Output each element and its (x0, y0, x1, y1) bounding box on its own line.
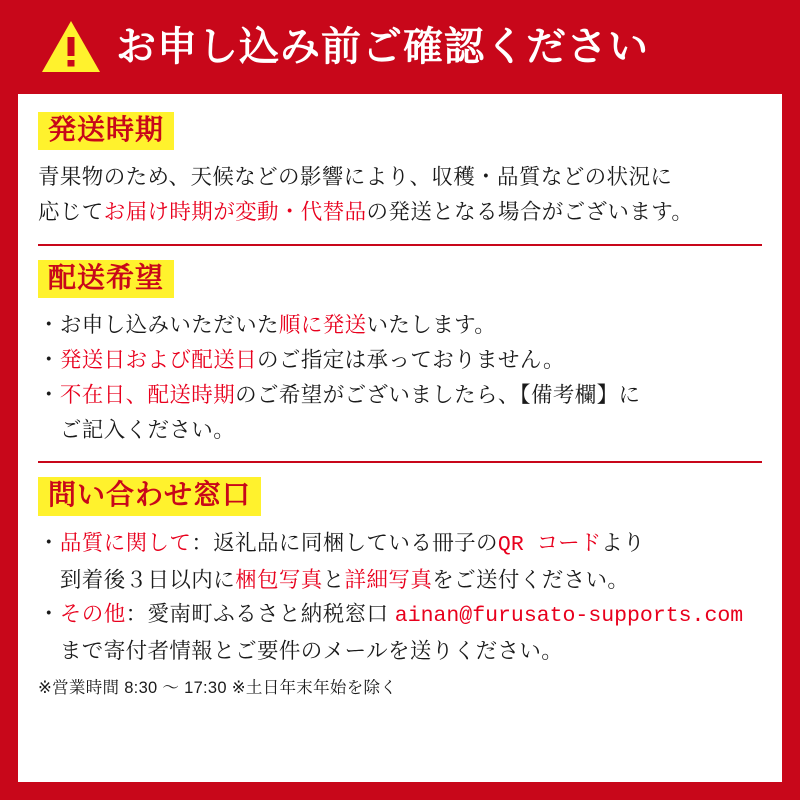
bullet-marker: ・ (38, 530, 60, 555)
warning-triangle-icon (40, 19, 102, 75)
emphasis-text: 梱包写真 (235, 567, 323, 592)
divider (38, 244, 762, 246)
list-item (38, 343, 762, 378)
list-item-text: 不在日、配送時期のご希望がございましたら、【備考欄】に ご記入ください。 (60, 378, 762, 448)
contact-email[interactable]: ainan@furusato-supports.com (394, 604, 744, 629)
section-contact-desk (38, 477, 762, 701)
section-content (38, 308, 762, 447)
list-item (38, 597, 762, 669)
bullet-marker: ・ (38, 313, 60, 338)
page-title: お申し込み前ご確認ください (116, 25, 649, 69)
qr-code-label: QR コード (497, 532, 602, 557)
section-content (38, 160, 762, 230)
section-shipping-period (38, 112, 762, 230)
emphasis-text: その他 (59, 602, 126, 627)
section-content (38, 526, 762, 702)
text-line: 応じてお届け時期が変動・代替品の発送となる場合がございます。 (38, 200, 694, 225)
text-line: 青果物のため、天候などの影響により、収穫・品質などの状況に (38, 165, 673, 190)
emphasis-text: 詳細写真 (344, 567, 433, 592)
emphasis-text: 発送日および配送日 (59, 347, 258, 372)
emphasis-text: お届け時期が変動・代替品 (103, 200, 367, 225)
section-heading: 配送希望 (38, 260, 174, 298)
bullet-marker: ・ (38, 382, 60, 407)
list-item (38, 526, 762, 598)
bullet-marker: ・ (38, 602, 60, 627)
list-item (38, 308, 762, 343)
divider (38, 461, 762, 463)
text-line: ご記入ください。 (59, 417, 236, 442)
list-item-text: 発送日および配送日のご指定は承っておりません。 (59, 347, 565, 372)
list-item-text: 品質に関して：返礼品に同梱している冊子のQR コードより 到着後３日以内に梱包写真と詳細写真をご送付ください。 (60, 526, 762, 598)
notice-header (0, 0, 800, 94)
section-heading: 問い合わせ窓口 (38, 477, 261, 515)
list-item-text: お申し込みいただいた順に発送いたします。 (59, 313, 497, 338)
text-line: 到着後３日以内に梱包写真と詳細写真をご送付ください。 (59, 567, 630, 592)
section-heading: 発送時期 (38, 112, 174, 150)
business-hours-note: ※営業時間 8:30 〜 17:30 ※土日年末年始を除く (38, 678, 398, 697)
notice-body (18, 94, 782, 782)
list-item (38, 378, 762, 448)
emphasis-text: 順に発送 (278, 313, 367, 338)
bullet-marker: ・ (38, 347, 60, 372)
text-line: まで寄付者情報とご要件のメールを送りください。 (59, 639, 564, 664)
emphasis-text: 不在日、配送時期 (59, 382, 236, 407)
list-item-text: その他：愛南町ふるさと納税窓口 ainan@furusato-supports.com まで寄付者情報とご要件のメールを送りください。 (60, 597, 762, 669)
emphasis-text: 品質に関して (59, 530, 192, 555)
section-delivery-request (38, 260, 762, 448)
